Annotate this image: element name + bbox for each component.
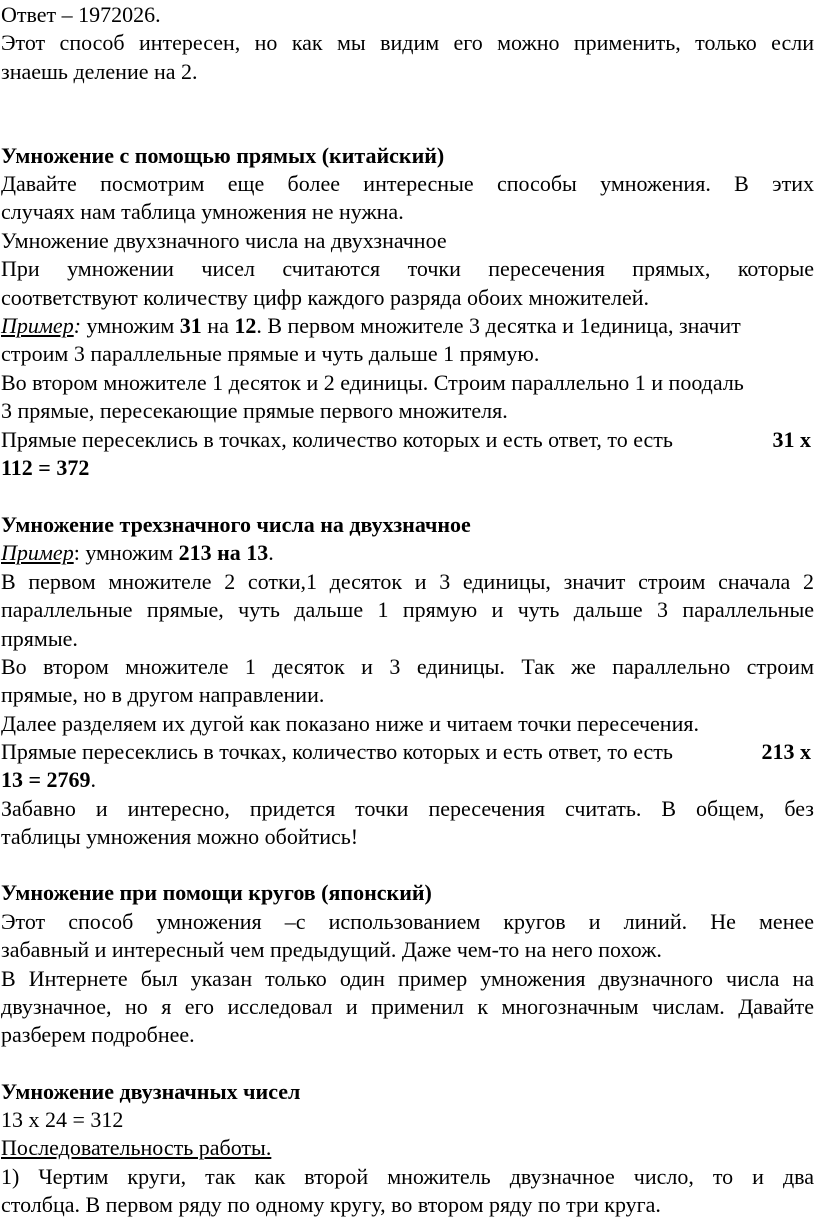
paragraph-line: В Интернете был указан только один пример умножения двузначного числа на [1, 966, 814, 991]
example-text: : умножим [73, 540, 179, 565]
result-text: . [90, 767, 97, 792]
result-text: Прямые пересеклись в точках, количество которых и есть ответ, то есть [1, 739, 673, 764]
paragraph-line: При умножении чисел считаются точки пересечения прямых, которые [1, 256, 814, 281]
result-bold: 31 x [772, 427, 811, 452]
example-label: Пример [1, 313, 74, 338]
example-text: . [268, 540, 274, 565]
result-bold: 112 = 372 [1, 455, 90, 480]
subsection-title: Умножение двухзначного числа на двухзначное [1, 228, 447, 253]
example-text: умножим [81, 313, 180, 338]
paragraph-line: строим 3 параллельные прямые и чуть дальше 1 прямую. [1, 341, 540, 366]
paragraph-line: разберем подробнее. [1, 1022, 195, 1047]
paragraph-line: Во втором множителе 1 десяток и 3 единицы. Так же параллельно строим [1, 654, 814, 679]
example-number: 31 [179, 313, 202, 338]
paragraph-line: Этот способ интересен, но как мы видим его можно применить, только если [1, 30, 814, 55]
equation-line: 13 х 24 = 312 [1, 1107, 124, 1132]
subsection-title-three-digit: Умножение трехзначного числа на двухзначное [1, 512, 471, 537]
paragraph-line: забавный и интересный чем предыдущий. Даже чем-то на него похож. [1, 937, 662, 962]
paragraph-line: Забавно и интересно, придется точки пересечения считать. В общем, без [1, 796, 814, 821]
example-text: на [201, 313, 235, 338]
subsection-title-two-digit-circles: Умножение двузначных чисел [1, 1079, 301, 1104]
paragraph-line: двузначное, но я его исследовал и применил к многозначным числам. Давайте [1, 994, 814, 1019]
section-heading-chinese: Умножение с помощью прямых (китайский) [1, 143, 445, 168]
paragraph-line: случаях нам таблица умножения не нужна. [1, 199, 404, 224]
example-colon: : [73, 313, 82, 338]
example-number: 12 [234, 313, 257, 338]
result-text: Прямые пересеклись в точках, количество которых и есть ответ, то есть [1, 427, 673, 452]
example-text: . В первом множителе 3 десятка и 1единица, значит [256, 313, 741, 338]
example-line [1, 540, 814, 567]
result-bold: 13 = 2769 [1, 767, 91, 792]
section-heading-japanese: Умножение при помощи кругов (японский) [1, 880, 432, 905]
paragraph-line: В первом множителе 2 сотки,1 десяток и 3 единицы, значит строим сначала 2 [1, 569, 814, 594]
paragraph-line: таблицы умножения можно обойтись! [1, 824, 359, 849]
sequence-label: Последовательность работы. [1, 1135, 272, 1160]
paragraph-line: Давайте посмотрим еще более интересные способы умножения. В этих [1, 171, 814, 196]
result-bold: 213 x [761, 739, 811, 764]
paragraph-line: 3 прямые, пересекающие прямые первого множителя. [1, 398, 508, 423]
paragraph-line: параллельные прямые, чуть дальше 1 прямую и чуть дальше 3 параллельные [1, 597, 814, 622]
paragraph-line: столбца. В первом ряду по одному кругу, во втором ряду по три круга. [1, 1192, 661, 1217]
paragraph-line: 1) Чертим круги, так как второй множитель двузначное число, то и два [1, 1164, 814, 1189]
result-line [1, 767, 814, 794]
paragraph-line: Далее разделяем их дугой как показано ниже и читаем точки пересечения. [1, 711, 699, 736]
result-line [1, 427, 814, 454]
paragraph-line: прямые, но в другом направлении. [1, 682, 325, 707]
result-line [1, 739, 814, 766]
paragraph-line: Этот способ умножения –с использованием кругов и линий. Не менее [1, 909, 814, 934]
example-line [1, 313, 814, 340]
paragraph-line: знаешь деление на 2. [1, 59, 198, 84]
paragraph-line: Во втором множителе 1 десяток и 2 единицы. Строим параллельно 1 и поодаль [1, 370, 744, 395]
example-number: 213 на 13 [178, 540, 269, 565]
paragraph-line: соответствуют количеству цифр каждого разряда обоих множителей. [1, 285, 650, 310]
paragraph-line: прямые. [1, 626, 78, 651]
answer-line: Ответ – 1972026. [1, 2, 161, 27]
example-label: Пример [1, 540, 74, 565]
